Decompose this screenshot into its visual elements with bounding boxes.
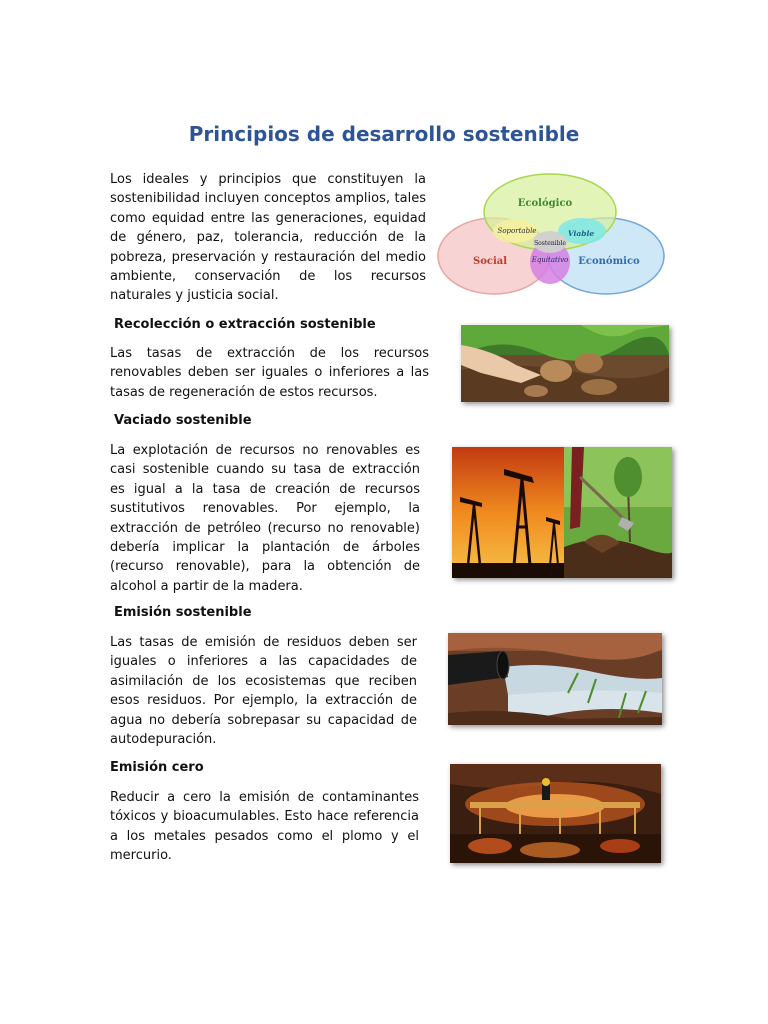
venn-label-social: Social — [472, 256, 508, 267]
section-heading-vaciado: Vaciado sostenible — [114, 413, 252, 428]
venn-label-viable: Viable — [567, 229, 595, 238]
section-heading-emision: Emisión sostenible — [114, 605, 252, 620]
page-title: Principios de desarrollo sostenible — [188, 122, 580, 146]
venn-label-soportable: Soportable — [497, 227, 537, 235]
oil-pumps-and-tree-planting-photo — [452, 447, 672, 578]
mine-tunnel-photo — [450, 764, 661, 863]
intro-paragraph: Los ideales y principios que constituyen la sostenibilidad incluyen conceptos amplios, tales como equidad entre las generaciones, equidad de género, paz, tolerancia, reducción de la pobreza, preservación y restauración del medio ambiente, conservación de los recursos naturales y justicia social. — [110, 172, 426, 304]
venn-label-sostenible: Sostenible — [534, 240, 566, 247]
section-body-emision-cero: Reducir a cero la emisión de contaminantes tóxicos y bioacumulables. Esto hace referencia a los metales pesados como el plomo y el mercurio. — [110, 790, 419, 864]
sustainability-venn-diagram — [436, 170, 668, 298]
potatoes-harvest-photo — [461, 325, 669, 402]
section-body-recoleccion: Las tasas de extracción de los recursos renovables deben ser iguales o inferiores a las tasas de regeneración de estos recursos. — [110, 346, 429, 400]
venn-label-economico: Económico — [578, 256, 640, 267]
water-discharge-pipe-photo — [448, 633, 662, 725]
venn-label-ecologico: Ecológico — [517, 198, 573, 209]
section-heading-emision-cero: Emisión cero — [110, 760, 204, 775]
section-body-emision: Las tasas de emisión de residuos deben ser iguales o inferiores a las capacidades de asimilación de los ecosistemas que reciben esos residuos. Por ejemplo, la extracción de agua no debería sobrepasar su capacidad de autodepuración. — [110, 635, 417, 748]
venn-label-equitativo: Equitativo — [531, 256, 569, 264]
section-body-vaciado: La explotación de recursos no renovables es casi sostenible cuando su tasa de extracción es igual a la tasa de creación de recursos sustitutivos renovables. Por ejemplo, la extracción de petróleo (recurso no renovable) debería implicar la plantación de árboles (recurso renovable), para la obtención de alcohol a partir de la madera. — [110, 443, 420, 594]
section-heading-recoleccion: Recolección o extracción sostenible — [114, 317, 376, 332]
